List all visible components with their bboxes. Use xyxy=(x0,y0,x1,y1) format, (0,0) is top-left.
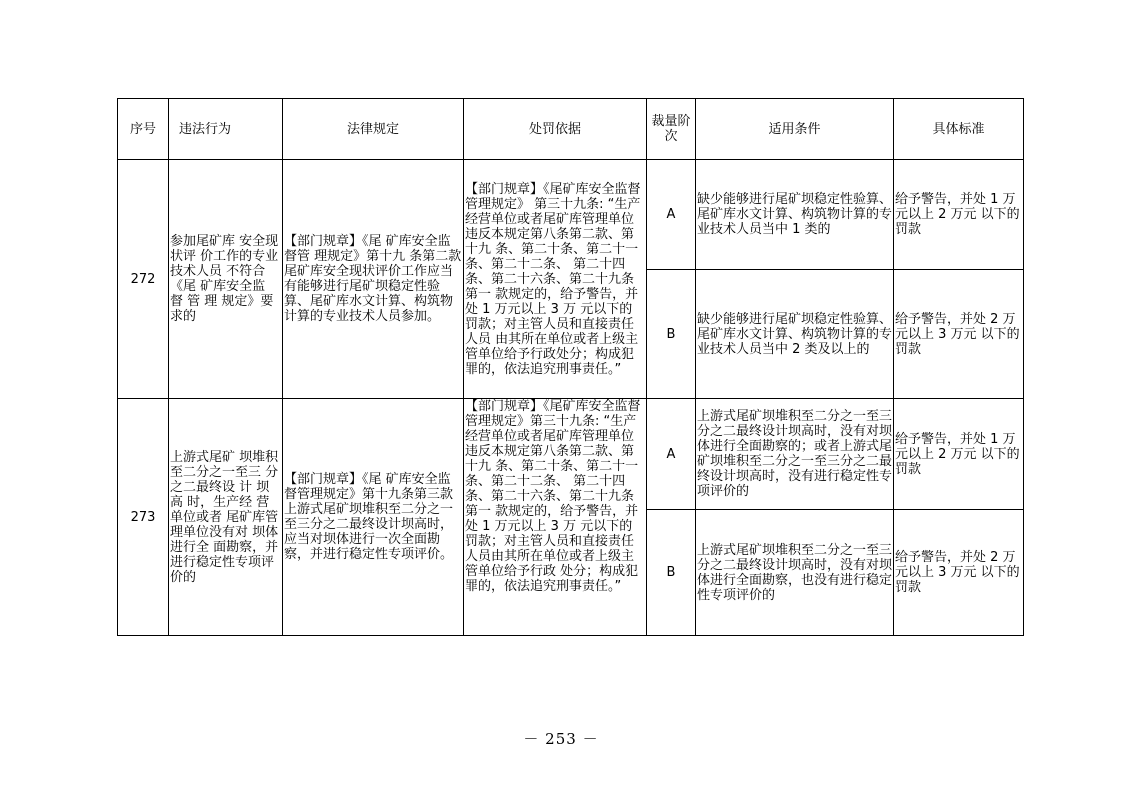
violation-behavior: 上游式尾矿 坝堆积至二分之一至三 分之二最终设 计 坝 高 时，生产经 营单位或者 尾矿库管理单位没有对 坝体进行全 面勘察，并 进行稳定性专项评价的 xyxy=(169,399,283,636)
page-number: － 253 － xyxy=(523,730,599,748)
discretion-level: A xyxy=(647,399,696,510)
penalty-basis: 【部门规章】《尾矿库安全监督管理规定》第三十九条: “生产经营单位或者尾矿库管理单位违反本规定第八条第二款、第十九 条、第二十条、第二十一条、第二十二条、 第二十四条、第二十六条、第二十九条第一 款规定的，给予警告，并处 1 万元以上 3 万 元以下的罚款；对主管人员和直接责任人员由其所在单位或者上级主管单位给予行政 处分；构成犯罪的，依法追究刑事责任。” xyxy=(464,399,647,636)
specific-standard: 给予警告，并处 1 万元以上 2 万元 以下的罚款 xyxy=(894,160,1024,270)
header-condition: 适用条件 xyxy=(696,99,894,160)
legal-provision: 【部门规章】《尾 矿库安全监督管理规定》第十九条第三款 上游式尾矿坝堆积至二分之一至三分之二最终设计坝高时，应当对坝体进行一次全面勘察，并进行稳定性专项评价。 xyxy=(283,399,464,636)
header-standard: 具体标准 xyxy=(894,99,1024,160)
table-header-row xyxy=(118,99,1024,160)
row-number: 273 xyxy=(118,399,169,636)
header-behavior: 违法行为 xyxy=(169,99,283,160)
penalty-basis: 【部门规章】《尾矿库安全监督管理规定》 第三十九条: “生产经营单位或者尾矿库管理单位违反本规定第八条第二款、第十九 条、第二十条、第二十一条、第二十二条、 第二十四条、第二十六条、第二十九条第一 款规定的，给予警告，并处 1 万元以上 3 万 元以下的罚款；对主管人员和直接责任人员 由其所在单位或者上级主管单位给予行政处分；构成犯罪的，依法追究刑事责任。” xyxy=(464,160,647,399)
specific-standard: 给予警告，并处 2 万元以上 3 万元 以下的罚款 xyxy=(894,510,1024,636)
discretion-level: B xyxy=(647,510,696,636)
specific-standard: 给予警告，并处 2 万元以上 3 万元 以下的罚款 xyxy=(894,270,1024,399)
header-no: 序号 xyxy=(118,99,169,160)
violation-behavior: 参加尾矿库 安全现状评 价工作的专业技术人员 不符合《尾 矿库安全监 督 管 理 规定》要求的 xyxy=(169,160,283,399)
header-basis: 处罚依据 xyxy=(464,99,647,160)
header-level: 裁量阶次 xyxy=(647,99,696,160)
table-row xyxy=(118,399,1024,510)
row-number: 272 xyxy=(118,160,169,399)
header-law: 法律规定 xyxy=(283,99,464,160)
applicable-condition: 缺少能够进行尾矿坝稳定性验算、 尾矿库水文计算、构筑物计算的专 业技术人员当中 1 类的 xyxy=(696,160,894,270)
specific-standard: 给予警告，并处 1 万元以上 2 万元 以下的罚款 xyxy=(894,399,1024,510)
applicable-condition: 上游式尾矿坝堆积至二分之一至三 分之二最终设计坝高时，没有对坝 体进行全面勘察，也没有进行稳定性专项评价的 xyxy=(696,510,894,636)
legal-provision: 【部门规章】《尾 矿库安全监督管 理规定》第十九 条第二款 尾矿库安全现状评价工作应当有能够进行尾矿坝稳定性验算、尾矿库水文计算、构筑物计算的专业技术人员参加。 xyxy=(283,160,464,399)
discretion-level: B xyxy=(647,270,696,399)
discretion-level: A xyxy=(647,160,696,270)
penalty-standards-table xyxy=(117,98,1024,636)
table-row xyxy=(118,160,1024,270)
applicable-condition: 缺少能够进行尾矿坝稳定性验算、 尾矿库水文计算、构筑物计算的专 业技术人员当中 2 类及以上的 xyxy=(696,270,894,399)
applicable-condition: 上游式尾矿坝堆积至二分之一至三 分之二最终设计坝高时，没有对坝体进行全面勘察的；或者上游式尾 矿坝堆积至二分之一至三分之二最 终设计坝高时，没有进行稳定性专项评价的 xyxy=(696,399,894,510)
